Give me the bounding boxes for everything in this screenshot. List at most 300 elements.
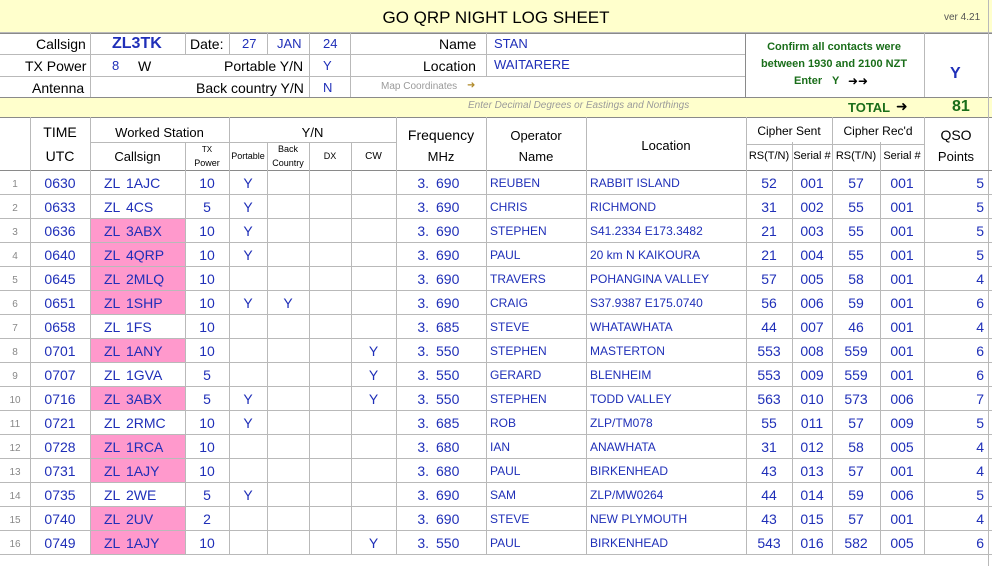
- back-country-cell[interactable]: [267, 507, 309, 530]
- dx-cell[interactable]: [309, 387, 351, 410]
- rs-recd-cell[interactable]: 582: [844, 534, 868, 551]
- back-country-cell[interactable]: [267, 363, 309, 386]
- col-time-utc-header: UTC: [45, 148, 75, 164]
- col-rs-recd-header: RS(T/N): [835, 150, 877, 162]
- row-number: 15: [9, 515, 21, 526]
- rs-recd-cell[interactable]: 59: [848, 486, 864, 503]
- dx-cell[interactable]: [309, 267, 351, 290]
- callsign-cell[interactable]: 1GVA: [126, 366, 163, 383]
- serial-sent-cell[interactable]: 014: [800, 486, 824, 503]
- portable-value[interactable]: Y: [323, 58, 332, 73]
- dx-cell[interactable]: [309, 411, 351, 434]
- arrow-right-icon: ➜: [467, 80, 476, 91]
- rs-recd-cell[interactable]: 55: [848, 222, 864, 239]
- portable-cell[interactable]: Y: [243, 294, 253, 311]
- cw-cell[interactable]: [351, 243, 396, 266]
- rs-sent-cell[interactable]: 21: [761, 246, 777, 263]
- tx-power-cell[interactable]: 10: [199, 438, 215, 455]
- callsign-cell[interactable]: 1RCA: [126, 438, 164, 455]
- operator-cell[interactable]: PAUL: [490, 535, 521, 550]
- back-country-cell[interactable]: [267, 531, 309, 554]
- time-cell[interactable]: 0728: [44, 438, 76, 455]
- freq-mhz-part: 3.: [417, 510, 429, 527]
- operator-cell[interactable]: SAM: [490, 487, 517, 502]
- page-title: GO QRP NIGHT LOG SHEET: [382, 8, 610, 27]
- rs-sent-cell[interactable]: 55: [761, 414, 777, 431]
- time-cell[interactable]: 0735: [44, 486, 76, 503]
- operator-cell[interactable]: GERARD: [490, 367, 542, 382]
- qso-points-cell: 6: [976, 534, 984, 551]
- callsign-label: Callsign: [36, 36, 86, 52]
- operator-cell[interactable]: TRAVERS: [490, 271, 546, 286]
- callsign-prefix: ZL: [104, 462, 121, 479]
- tx-power-cell[interactable]: 5: [203, 486, 211, 503]
- freq-mhz-part: 3.: [417, 438, 429, 455]
- time-cell[interactable]: 0740: [44, 510, 76, 527]
- time-cell[interactable]: 0645: [44, 270, 76, 287]
- callsign-cell[interactable]: 1AJY: [126, 462, 160, 479]
- freq-khz-part[interactable]: 690: [436, 174, 460, 191]
- back-country-cell[interactable]: [267, 483, 309, 506]
- portable-cell[interactable]: Y: [243, 486, 253, 503]
- qso-points-cell: 5: [976, 414, 984, 431]
- serial-recd-cell[interactable]: 001: [890, 222, 914, 239]
- cw-cell[interactable]: Y: [368, 366, 379, 383]
- operator-cell[interactable]: PAUL: [490, 463, 521, 478]
- location-cell[interactable]: MASTERTON: [590, 343, 665, 358]
- freq-mhz-part: 3.: [417, 318, 429, 335]
- location-cell[interactable]: ZLP/MW0264: [590, 487, 664, 502]
- portable-cell[interactable]: Y: [243, 222, 253, 239]
- operator-cell[interactable]: STEVE: [490, 319, 530, 334]
- tx-power-label: TX Power: [25, 58, 87, 74]
- date-month[interactable]: JAN: [277, 36, 302, 51]
- cw-cell[interactable]: [351, 507, 396, 530]
- callsign-cell[interactable]: 1ANY: [126, 342, 163, 359]
- cipher-recd-header: Cipher Rec'd: [843, 124, 913, 138]
- total-value: 81: [952, 98, 970, 115]
- callsign-prefix: ZL: [104, 534, 121, 551]
- rs-recd-cell[interactable]: 559: [844, 342, 868, 359]
- serial-sent-cell[interactable]: 001: [800, 174, 824, 191]
- time-cell[interactable]: 0658: [44, 318, 76, 335]
- location-cell[interactable]: POHANGINA VALLEY: [590, 271, 710, 286]
- serial-sent-cell[interactable]: 004: [800, 246, 824, 263]
- time-cell[interactable]: 0707: [44, 366, 76, 383]
- freq-khz-part[interactable]: 690: [436, 270, 460, 287]
- freq-khz-part[interactable]: 690: [436, 222, 460, 239]
- location-cell[interactable]: RABBIT ISLAND: [590, 175, 680, 190]
- callsign-cell[interactable]: 1AJC: [126, 174, 161, 191]
- operator-cell[interactable]: STEPHEN: [490, 223, 547, 238]
- freq-khz-part[interactable]: 690: [436, 486, 460, 503]
- portable-cell[interactable]: Y: [243, 174, 253, 191]
- time-cell[interactable]: 0633: [44, 198, 76, 215]
- serial-recd-cell[interactable]: 001: [890, 342, 914, 359]
- rs-sent-cell[interactable]: 43: [761, 462, 777, 479]
- dx-cell[interactable]: [309, 531, 351, 554]
- row-number: 16: [9, 539, 21, 550]
- qso-points-cell: 4: [976, 438, 984, 455]
- freq-mhz-part: 3.: [417, 534, 429, 551]
- freq-khz-part[interactable]: 690: [436, 198, 460, 215]
- name-label: Name: [439, 36, 477, 52]
- row-number: 7: [12, 323, 18, 334]
- location-cell[interactable]: S41.2334 E173.3482: [590, 223, 703, 238]
- portable-cell[interactable]: Y: [243, 414, 253, 431]
- serial-sent-cell[interactable]: 007: [800, 318, 824, 335]
- rs-recd-cell[interactable]: 559: [844, 366, 868, 383]
- freq-mhz-part: 3.: [417, 414, 429, 431]
- serial-recd-cell[interactable]: 001: [890, 270, 914, 287]
- callsign-prefix: ZL: [104, 438, 121, 455]
- portable-cell[interactable]: [229, 315, 267, 338]
- dx-cell[interactable]: [309, 483, 351, 506]
- callsign-cell[interactable]: 3ABX: [126, 222, 162, 239]
- yn-header: Y/N: [301, 124, 324, 140]
- rs-sent-cell[interactable]: 563: [757, 390, 781, 407]
- tx-power-cell[interactable]: 10: [199, 414, 215, 431]
- serial-sent-cell[interactable]: 003: [800, 222, 824, 239]
- serial-recd-cell[interactable]: 009: [890, 414, 914, 431]
- location-cell[interactable]: ZLP/TM078: [590, 415, 653, 430]
- portable-cell[interactable]: [229, 267, 267, 290]
- confirm-value[interactable]: Y: [950, 65, 961, 82]
- serial-recd-cell[interactable]: 001: [890, 366, 914, 383]
- serial-sent-cell[interactable]: 013: [800, 462, 824, 479]
- freq-khz-part[interactable]: 690: [436, 246, 460, 263]
- confirm-text-line2: between 1930 and 2100 NZT: [760, 58, 908, 70]
- tx-power-cell[interactable]: 10: [199, 342, 215, 359]
- qso-points-cell: 4: [976, 270, 984, 287]
- rs-sent-cell[interactable]: 57: [761, 270, 777, 287]
- own-callsign[interactable]: ZL3TK: [112, 35, 162, 52]
- tx-power-unit: W: [138, 58, 152, 74]
- cw-cell[interactable]: [351, 483, 396, 506]
- back-country-cell[interactable]: [267, 411, 309, 434]
- worked-station-header: Worked Station: [115, 124, 204, 140]
- col-location-header: Location: [641, 137, 691, 153]
- col-tx-power-header-2: Power: [194, 157, 220, 168]
- rs-recd-cell[interactable]: 46: [848, 318, 864, 335]
- col-back-header-1: Back: [277, 143, 298, 154]
- date-day[interactable]: 27: [242, 36, 257, 51]
- freq-khz-part[interactable]: 550: [436, 366, 460, 383]
- rs-recd-cell[interactable]: 58: [848, 438, 864, 455]
- enter-label: Enter: [794, 75, 823, 87]
- freq-khz-part[interactable]: 685: [436, 318, 460, 335]
- row-number: 6: [12, 299, 18, 310]
- back-country-cell[interactable]: [267, 315, 309, 338]
- location-cell[interactable]: TODD VALLEY: [590, 391, 672, 406]
- back-country-cell[interactable]: [267, 459, 309, 482]
- time-cell[interactable]: 0749: [44, 534, 76, 551]
- row-number: 13: [9, 467, 21, 478]
- rs-recd-cell[interactable]: 55: [848, 246, 864, 263]
- operator-cell[interactable]: STEPHEN: [490, 391, 547, 406]
- tx-power-cell[interactable]: 5: [203, 198, 211, 215]
- coordinates-hint: Enter Decimal Degrees or Eastings and Northings: [468, 100, 690, 111]
- cw-cell[interactable]: Y: [368, 390, 379, 407]
- back-country-cell[interactable]: [267, 219, 309, 242]
- col-frequency-mhz-header: MHz: [427, 148, 455, 164]
- location-cell[interactable]: BLENHEIM: [590, 367, 652, 382]
- tx-power-cell[interactable]: 10: [199, 270, 215, 287]
- serial-sent-cell[interactable]: 016: [800, 534, 824, 551]
- location-cell[interactable]: BIRKENHEAD: [590, 463, 669, 478]
- serial-sent-cell[interactable]: 011: [800, 414, 824, 431]
- qso-points-cell: 5: [976, 198, 984, 215]
- serial-sent-cell[interactable]: 010: [800, 390, 824, 407]
- cw-cell[interactable]: Y: [368, 342, 379, 359]
- serial-sent-cell[interactable]: 015: [800, 510, 824, 527]
- serial-recd-cell[interactable]: 006: [890, 486, 914, 503]
- operator-cell[interactable]: PAUL: [490, 247, 521, 262]
- col-rs-sent-header: RS(T/N): [748, 150, 790, 162]
- portable-cell[interactable]: Y: [243, 390, 253, 407]
- row-number: 10: [9, 395, 21, 406]
- rs-sent-cell[interactable]: 44: [761, 318, 777, 335]
- callsign-cell[interactable]: 3ABX: [126, 390, 162, 407]
- rs-recd-cell[interactable]: 55: [848, 198, 864, 215]
- map-coordinates-label: Map Coordinates: [381, 81, 458, 92]
- callsign-prefix: ZL: [104, 198, 121, 215]
- dx-cell[interactable]: [309, 219, 351, 242]
- portable-cell[interactable]: [229, 339, 267, 362]
- rs-sent-cell[interactable]: 31: [761, 198, 777, 215]
- tx-power-cell[interactable]: 5: [203, 366, 211, 383]
- row-number: 12: [9, 443, 21, 454]
- back-country-cell[interactable]: [267, 171, 309, 194]
- freq-khz-part[interactable]: 690: [436, 294, 460, 311]
- callsign-cell[interactable]: 4CS: [126, 198, 154, 215]
- time-cell[interactable]: 0721: [44, 414, 76, 431]
- location-cell[interactable]: S37.9387 E175.0740: [590, 295, 703, 310]
- qso-points-cell: 4: [976, 318, 984, 335]
- time-cell[interactable]: 0636: [44, 222, 76, 239]
- col-serial-recd-header: Serial #: [883, 150, 921, 162]
- dx-cell[interactable]: [309, 507, 351, 530]
- cw-cell[interactable]: [351, 219, 396, 242]
- operator-cell[interactable]: STEPHEN: [490, 343, 547, 358]
- portable-cell[interactable]: [229, 507, 267, 530]
- location-cell[interactable]: NEW PLYMOUTH: [590, 511, 688, 526]
- back-country-value[interactable]: N: [323, 80, 333, 95]
- tx-power-cell[interactable]: 10: [199, 318, 215, 335]
- row-number: 3: [12, 227, 18, 238]
- freq-khz-part[interactable]: 550: [436, 534, 460, 551]
- rs-sent-cell[interactable]: 52: [761, 174, 777, 191]
- dx-cell[interactable]: [309, 171, 351, 194]
- rs-recd-cell[interactable]: 57: [848, 510, 864, 527]
- freq-khz-part[interactable]: 680: [436, 438, 460, 455]
- operator-cell[interactable]: ROB: [490, 415, 517, 430]
- serial-recd-cell[interactable]: 001: [890, 246, 914, 263]
- cw-cell[interactable]: [351, 411, 396, 434]
- callsign-cell[interactable]: 4QRP: [126, 246, 165, 263]
- serial-sent-cell[interactable]: 002: [800, 198, 824, 215]
- location-cell[interactable]: ANAWHATA: [590, 439, 656, 454]
- dx-cell[interactable]: [309, 459, 351, 482]
- portable-cell[interactable]: [229, 435, 267, 458]
- serial-recd-cell[interactable]: 001: [890, 318, 914, 335]
- callsign-prefix: ZL: [104, 486, 121, 503]
- rs-recd-cell[interactable]: 58: [848, 270, 864, 287]
- time-cell[interactable]: 0701: [44, 342, 76, 359]
- row-number: 1: [12, 179, 18, 190]
- qso-points-cell: 6: [976, 342, 984, 359]
- rs-sent-cell[interactable]: 43: [761, 510, 777, 527]
- portable-cell[interactable]: Y: [243, 198, 253, 215]
- dx-cell[interactable]: [309, 195, 351, 218]
- operator-name[interactable]: STAN: [494, 36, 528, 51]
- confirm-text-line1: Confirm all contacts were: [767, 41, 901, 53]
- callsign-cell[interactable]: 1FS: [126, 318, 152, 335]
- serial-recd-cell[interactable]: 006: [890, 390, 914, 407]
- callsign-cell[interactable]: 2RMC: [126, 414, 166, 431]
- callsign-cell[interactable]: 1SHP: [126, 294, 163, 311]
- operator-cell[interactable]: STEVE: [490, 511, 530, 526]
- serial-recd-cell[interactable]: 001: [890, 174, 914, 191]
- rs-sent-cell[interactable]: 56: [761, 294, 777, 311]
- tx-power-cell[interactable]: 5: [203, 390, 211, 407]
- tx-power-value[interactable]: 8: [112, 58, 120, 73]
- cw-cell[interactable]: Y: [368, 534, 379, 551]
- operator-cell[interactable]: IAN: [490, 439, 511, 454]
- serial-sent-cell[interactable]: 009: [800, 366, 824, 383]
- callsign-cell[interactable]: 2WE: [126, 486, 157, 503]
- qso-points-cell: 6: [976, 294, 984, 311]
- location-label: Location: [423, 58, 476, 74]
- freq-mhz-part: 3.: [417, 486, 429, 503]
- serial-sent-cell[interactable]: 008: [800, 342, 824, 359]
- cw-cell[interactable]: [351, 315, 396, 338]
- location-cell[interactable]: WHATAWHATA: [590, 319, 673, 334]
- time-cell[interactable]: 0640: [44, 246, 76, 263]
- tx-power-cell[interactable]: 10: [199, 294, 215, 311]
- tx-power-cell[interactable]: 10: [199, 222, 215, 239]
- back-country-cell[interactable]: [267, 267, 309, 290]
- dx-cell[interactable]: [309, 339, 351, 362]
- freq-mhz-part: 3.: [417, 270, 429, 287]
- serial-recd-cell[interactable]: 001: [890, 510, 914, 527]
- serial-recd-cell[interactable]: 005: [890, 534, 914, 551]
- operator-cell[interactable]: REUBEN: [490, 175, 541, 190]
- cw-cell[interactable]: [351, 435, 396, 458]
- back-country-cell[interactable]: [267, 387, 309, 410]
- rs-recd-cell[interactable]: 57: [848, 462, 864, 479]
- freq-khz-part[interactable]: 690: [436, 510, 460, 527]
- tx-power-cell[interactable]: 2: [203, 510, 211, 527]
- rs-sent-cell[interactable]: 44: [761, 486, 777, 503]
- back-country-cell[interactable]: [267, 435, 309, 458]
- row-number: 4: [12, 251, 18, 262]
- callsign-prefix: ZL: [104, 414, 121, 431]
- date-year[interactable]: 24: [323, 36, 338, 51]
- cw-cell[interactable]: [351, 267, 396, 290]
- operator-cell[interactable]: CHRIS: [490, 199, 528, 214]
- enter-value: Y: [832, 75, 840, 87]
- dx-cell[interactable]: [309, 363, 351, 386]
- total-label: TOTAL: [848, 100, 891, 115]
- freq-khz-part[interactable]: 680: [436, 462, 460, 479]
- back-country-cell[interactable]: [267, 339, 309, 362]
- col-tx-power-header-1: TX: [201, 144, 213, 154]
- portable-cell[interactable]: [229, 531, 267, 554]
- qso-points-cell: 6: [976, 366, 984, 383]
- time-cell[interactable]: 0630: [44, 174, 76, 191]
- cw-cell[interactable]: [351, 195, 396, 218]
- callsign-prefix: ZL: [104, 270, 121, 287]
- location-cell[interactable]: 20 km N KAIKOURA: [590, 247, 701, 262]
- freq-khz-part[interactable]: 550: [436, 390, 460, 407]
- location-cell[interactable]: BIRKENHEAD: [590, 535, 669, 550]
- serial-recd-cell[interactable]: 001: [890, 294, 914, 311]
- dx-cell[interactable]: [309, 243, 351, 266]
- serial-recd-cell[interactable]: 005: [890, 438, 914, 455]
- rs-recd-cell[interactable]: 57: [848, 174, 864, 191]
- callsign-prefix: ZL: [104, 318, 121, 335]
- cw-cell[interactable]: [351, 171, 396, 194]
- rs-recd-cell[interactable]: 573: [844, 390, 868, 407]
- back-country-cell[interactable]: [267, 195, 309, 218]
- callsign-cell[interactable]: 2UV: [126, 510, 154, 527]
- serial-sent-cell[interactable]: 012: [800, 438, 824, 455]
- callsign-cell[interactable]: 1AJY: [126, 534, 160, 551]
- back-country-cell[interactable]: Y: [283, 294, 293, 311]
- location-cell[interactable]: RICHMOND: [590, 199, 656, 214]
- freq-khz-part[interactable]: 685: [436, 414, 460, 431]
- tx-power-cell[interactable]: 10: [199, 462, 215, 479]
- cw-cell[interactable]: [351, 291, 396, 314]
- callsign-cell[interactable]: 2MLQ: [126, 270, 165, 287]
- callsign-prefix: ZL: [104, 510, 121, 527]
- operator-cell[interactable]: CRAIG: [490, 295, 529, 310]
- portable-cell[interactable]: Y: [243, 246, 253, 263]
- back-country-cell[interactable]: [267, 243, 309, 266]
- row-number: 9: [12, 371, 18, 382]
- rs-sent-cell[interactable]: 21: [761, 222, 777, 239]
- serial-sent-cell[interactable]: 005: [800, 270, 824, 287]
- tx-power-cell[interactable]: 10: [199, 246, 215, 263]
- col-qso-points-header: Points: [937, 148, 975, 164]
- dx-cell[interactable]: [309, 315, 351, 338]
- location-value[interactable]: WAITARERE: [494, 57, 570, 72]
- rs-sent-cell[interactable]: 553: [757, 366, 781, 383]
- cw-cell[interactable]: [351, 459, 396, 482]
- dx-cell[interactable]: [309, 435, 351, 458]
- freq-khz-part[interactable]: 550: [436, 342, 460, 359]
- time-cell[interactable]: 0651: [44, 294, 76, 311]
- rs-sent-cell[interactable]: 553: [757, 342, 781, 359]
- time-cell[interactable]: 0716: [44, 390, 76, 407]
- time-cell[interactable]: 0731: [44, 462, 76, 479]
- portable-cell[interactable]: [229, 459, 267, 482]
- serial-sent-cell[interactable]: 006: [800, 294, 824, 311]
- qso-points-cell: 5: [976, 246, 984, 263]
- serial-recd-cell[interactable]: 001: [890, 198, 914, 215]
- rs-sent-cell[interactable]: 543: [757, 534, 781, 551]
- rs-recd-cell[interactable]: 59: [848, 294, 864, 311]
- tx-power-cell[interactable]: 10: [199, 174, 215, 191]
- portable-cell[interactable]: [229, 363, 267, 386]
- tx-power-cell[interactable]: 10: [199, 534, 215, 551]
- rs-sent-cell[interactable]: 31: [761, 438, 777, 455]
- double-arrow-icon: ➜➜: [848, 74, 869, 88]
- dx-cell[interactable]: [309, 291, 351, 314]
- rs-recd-cell[interactable]: 57: [848, 414, 864, 431]
- serial-recd-cell[interactable]: 001: [890, 462, 914, 479]
